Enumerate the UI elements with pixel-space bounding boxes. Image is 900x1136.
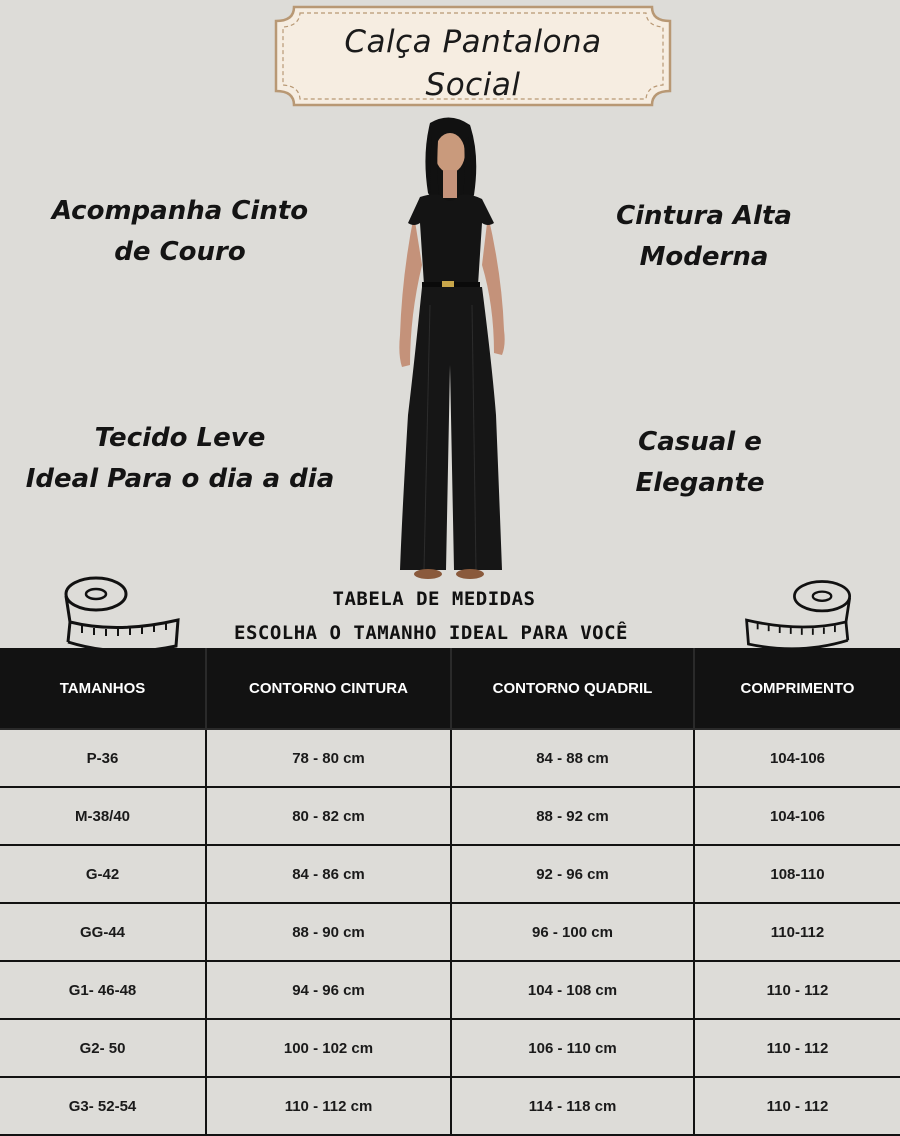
size-cell: G-42 bbox=[0, 845, 206, 903]
waist-cell: 110 - 112 cm bbox=[206, 1077, 451, 1135]
title-banner bbox=[272, 3, 674, 109]
size-cell: P-36 bbox=[0, 729, 206, 787]
feature-fabric-line2: Ideal Para o dia a dia bbox=[25, 464, 335, 494]
product-title bbox=[272, 21, 674, 107]
hip-cell: 88 - 92 cm bbox=[451, 787, 694, 845]
product-title-line2: Social bbox=[425, 67, 521, 103]
feature-waist-line1: Cintura Alta bbox=[616, 201, 792, 231]
feature-belt bbox=[30, 191, 330, 273]
feature-style-line2: Elegante bbox=[635, 468, 765, 498]
feature-fabric bbox=[20, 418, 340, 500]
table-header-row bbox=[0, 648, 900, 729]
feature-belt-line1: Acompanha Cinto bbox=[51, 196, 309, 226]
hip-cell: 114 - 118 cm bbox=[451, 1077, 694, 1135]
table-row bbox=[0, 961, 900, 1019]
waist-cell: 78 - 80 cm bbox=[206, 729, 451, 787]
table-row bbox=[0, 787, 900, 845]
table-row bbox=[0, 1019, 900, 1077]
length-cell: 110 - 112 bbox=[694, 1019, 900, 1077]
hip-cell: 92 - 96 cm bbox=[451, 845, 694, 903]
column-header-sizes: TAMANHOS bbox=[0, 648, 206, 729]
table-row bbox=[0, 845, 900, 903]
hip-cell: 104 - 108 cm bbox=[451, 961, 694, 1019]
column-header-hip: CONTORNO QUADRIL bbox=[451, 648, 694, 729]
length-cell: 108-110 bbox=[694, 845, 900, 903]
waist-cell: 100 - 102 cm bbox=[206, 1019, 451, 1077]
size-cell: GG-44 bbox=[0, 903, 206, 961]
size-table bbox=[0, 648, 900, 1136]
size-table-heading: TABELA DE MEDIDAS bbox=[332, 588, 536, 610]
waist-cell: 80 - 82 cm bbox=[206, 787, 451, 845]
waist-cell: 94 - 96 cm bbox=[206, 961, 451, 1019]
hip-cell: 84 - 88 cm bbox=[451, 729, 694, 787]
waist-cell: 84 - 86 cm bbox=[206, 845, 451, 903]
table-row bbox=[0, 729, 900, 787]
size-cell: G1- 46-48 bbox=[0, 961, 206, 1019]
length-cell: 110-112 bbox=[694, 903, 900, 961]
column-header-length: COMPRIMENTO bbox=[694, 648, 900, 729]
hip-cell: 96 - 100 cm bbox=[451, 903, 694, 961]
hip-cell: 106 - 110 cm bbox=[451, 1019, 694, 1077]
feature-waist bbox=[574, 196, 834, 278]
length-cell: 104-106 bbox=[694, 729, 900, 787]
model-photo bbox=[370, 115, 530, 585]
product-title-line1: Calça Pantalona bbox=[344, 24, 602, 60]
length-cell: 110 - 112 bbox=[694, 1077, 900, 1135]
length-cell: 110 - 112 bbox=[694, 961, 900, 1019]
size-table-subheading: ESCOLHA O TAMANHO IDEAL PARA VOCÊ bbox=[234, 622, 628, 644]
size-cell: M-38/40 bbox=[0, 787, 206, 845]
feature-fabric-line1: Tecido Leve bbox=[94, 423, 266, 453]
length-cell: 104-106 bbox=[694, 787, 900, 845]
table-row bbox=[0, 903, 900, 961]
feature-belt-line2: de Couro bbox=[114, 237, 246, 267]
column-header-waist: CONTORNO CINTURA bbox=[206, 648, 451, 729]
feature-style-line1: Casual e bbox=[638, 427, 762, 457]
table-row bbox=[0, 1077, 900, 1135]
feature-style bbox=[590, 422, 810, 504]
feature-waist-line2: Moderna bbox=[639, 242, 769, 272]
size-cell: G2- 50 bbox=[0, 1019, 206, 1077]
waist-cell: 88 - 90 cm bbox=[206, 903, 451, 961]
size-cell: G3- 52-54 bbox=[0, 1077, 206, 1135]
